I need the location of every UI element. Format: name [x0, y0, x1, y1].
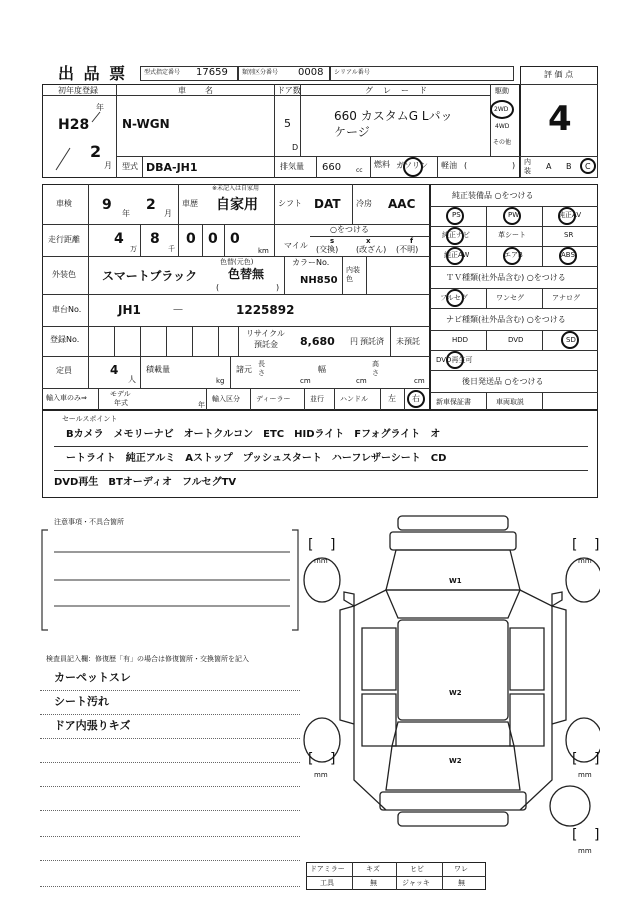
- inspection-label: 車検: [56, 199, 72, 208]
- drive-4wd: 4WD: [495, 123, 510, 130]
- fuel-circle: [403, 157, 423, 177]
- odo-circle-hint: ○をつける: [330, 225, 369, 234]
- equip-leather: 革シート: [498, 231, 526, 239]
- load-label: 積載量: [146, 365, 170, 374]
- odo-f-note: (不明): [396, 245, 419, 254]
- col-line: [218, 326, 219, 356]
- header-line: [42, 95, 490, 96]
- table-tools: 工具: [320, 879, 334, 887]
- remark-2: シート汚れ: [54, 695, 109, 708]
- displacement-value: 660: [322, 162, 342, 173]
- interior-c: C: [585, 162, 591, 171]
- equip-navi: 純正ナビ: [442, 231, 470, 239]
- tv-analog: アナログ: [552, 294, 580, 302]
- equip-av: 純正AV: [558, 211, 582, 219]
- col-line: [140, 326, 141, 356]
- row-line: [42, 326, 430, 327]
- inspector-label: 検査員記入欄：修復歴「有」の場合は修復箇所・交換箇所を記入: [46, 655, 249, 663]
- chassis-label: 車台No.: [52, 305, 82, 314]
- capacity-value: 4: [110, 363, 119, 377]
- capacity-label: 定員: [56, 366, 72, 375]
- col-line: [166, 326, 167, 356]
- navi-sd: SD: [566, 336, 576, 344]
- drive-other: その他: [493, 139, 512, 146]
- drive-2wd-circle: [490, 100, 514, 119]
- displacement-label: 排気量: [280, 162, 304, 171]
- import-label: 輸入車のみ⇒: [46, 394, 87, 402]
- color-no-label: カラーNo.: [292, 258, 330, 267]
- score-label: 評 価 点: [544, 70, 574, 79]
- type-cert-value: 17659: [196, 67, 228, 78]
- navi-sd-circle: [561, 331, 579, 349]
- row-line: [430, 392, 598, 393]
- equip-abs: ABS: [561, 251, 575, 259]
- score-divider: [520, 84, 598, 85]
- recycle-label-1: リサイクル: [246, 329, 285, 338]
- col-line: [437, 156, 438, 178]
- color-change-label: 色替(元色): [220, 258, 254, 266]
- remark-line: [40, 886, 300, 887]
- equip-aw: 純正AW: [444, 251, 470, 259]
- tread-spare-bracket-close: ]: [594, 827, 600, 843]
- tread-fr-bracket-open: [: [572, 537, 578, 553]
- col-line: [380, 388, 381, 410]
- import-dealer: ディーラー: [256, 395, 291, 403]
- color-no-value: NH850: [300, 275, 338, 286]
- col-line: [352, 184, 353, 224]
- interior-a: A: [546, 162, 552, 171]
- tread-rl-unit: mm: [314, 771, 328, 779]
- handle-right-circle: [407, 390, 425, 408]
- equip-abs-circle: [559, 247, 577, 265]
- color-value: スマートブラック: [102, 269, 198, 283]
- col-line: [486, 206, 487, 266]
- tread-rl-bracket-close: ]: [330, 751, 336, 767]
- doors-suffix: D: [292, 143, 299, 152]
- col-line: [366, 256, 367, 294]
- fuel-label: 燃料: [374, 160, 390, 169]
- col-line: [486, 330, 487, 350]
- odo-f: f: [410, 237, 414, 245]
- height-unit: cm: [414, 377, 425, 385]
- col-line: [396, 862, 397, 890]
- tread-spare-bracket-open: [: [572, 827, 578, 843]
- row-line: [42, 388, 430, 389]
- navi-title: ナビ種類(社外品含む) ○をつける: [446, 315, 566, 324]
- col-line: [274, 224, 275, 256]
- col-line: [490, 84, 491, 156]
- load-unit: kg: [216, 377, 225, 385]
- tread-fl-bracket-close: ]: [330, 537, 336, 553]
- remark-line: [40, 690, 300, 691]
- remark-line: [40, 810, 300, 811]
- model-year-label-1: モデル: [110, 390, 131, 398]
- history-note: ※未記入は自家用: [212, 185, 260, 192]
- remark-line: [40, 738, 300, 739]
- table-tools-value: 無: [370, 879, 377, 887]
- doors-label: ドア数: [277, 86, 301, 95]
- row-line: [430, 266, 598, 267]
- sales-points-line3: DVD再生 BTオーディオ フルセグTV: [54, 477, 237, 488]
- fuel-paren-open: (: [464, 161, 468, 170]
- col-line: [202, 224, 203, 256]
- remark-line: [40, 714, 300, 715]
- recycle-not-deposited: 未預託: [396, 337, 420, 346]
- width-unit: cm: [356, 377, 367, 385]
- row-line: [116, 156, 520, 157]
- handle-left: 左: [388, 394, 396, 403]
- handle-label: ハンドル: [340, 395, 368, 403]
- row-line: [42, 256, 430, 257]
- car-name: N-WGN: [122, 117, 170, 131]
- table-crack: ヒビ: [410, 865, 424, 873]
- class-value: 0008: [298, 67, 324, 78]
- mileage-digit-3: 0: [186, 231, 196, 247]
- col-line: [404, 388, 405, 410]
- mileage-digit-1: 4: [114, 231, 124, 247]
- col-line: [352, 862, 353, 890]
- tv-fullseg: フルセグ: [440, 294, 468, 302]
- grade-line2: ケージ: [334, 125, 370, 139]
- color-label: 外装色: [52, 270, 76, 279]
- tread-fr-bracket-close: ]: [594, 537, 600, 553]
- serial-label: シリアル番号: [334, 69, 370, 76]
- drive-label: 駆動: [495, 87, 509, 95]
- car-diagram: [300, 510, 600, 860]
- displacement-unit: cc: [356, 167, 363, 174]
- inspection-year: 9: [102, 197, 112, 213]
- equip-pw-circle: [503, 207, 521, 225]
- odo-x: x: [366, 237, 371, 245]
- equip-airbag: エアB: [504, 251, 523, 259]
- inspection-year-char: 年: [122, 209, 130, 218]
- col-line: [442, 862, 443, 890]
- col-line: [140, 224, 141, 256]
- chassis-number: 1225892: [236, 303, 295, 317]
- table-jack: ジャッキ: [402, 879, 430, 887]
- row-line: [42, 356, 430, 357]
- model-year-label-2: 年式: [114, 399, 128, 407]
- col-line: [142, 156, 143, 178]
- mileage-digit-2: 8: [150, 231, 160, 247]
- later-manual: 車両取説: [496, 398, 524, 406]
- table-break: ワレ: [454, 865, 468, 873]
- model-year-unit: 年: [198, 401, 205, 409]
- table-scratch: キズ: [366, 865, 380, 873]
- equip-airbag-circle: [503, 247, 521, 265]
- col-line: [274, 184, 275, 224]
- col-line: [342, 256, 343, 294]
- length-label: 長さ: [258, 360, 265, 377]
- inspection-month: 2: [146, 197, 156, 213]
- row-line: [42, 224, 430, 225]
- col-line: [178, 224, 179, 256]
- col-line: [486, 392, 487, 410]
- drive-2wd: 2WD: [494, 106, 509, 113]
- color-change-paren-open: (: [216, 283, 220, 292]
- height-label: 高さ: [372, 360, 379, 377]
- first-reg-label: 初年度登録: [58, 86, 98, 95]
- col-line: [178, 184, 179, 224]
- tread-rr-bracket-open: [: [572, 751, 578, 767]
- equip-av-circle: [558, 207, 576, 225]
- col-line: [542, 330, 543, 350]
- shift-label: シフト: [278, 199, 302, 208]
- row-line: [430, 370, 598, 371]
- table-door-mirror: ドアミラー: [310, 865, 345, 873]
- col-line: [98, 388, 99, 410]
- import-type-label: 輸入区分: [212, 395, 240, 403]
- form-title: 出 品 票: [58, 64, 128, 83]
- dvd-play: DVD再生可: [436, 356, 473, 364]
- first-reg-year: H28: [58, 117, 90, 133]
- row-line: [42, 294, 430, 295]
- later-title: 後日発送品 ○をつける: [462, 377, 544, 386]
- width-label: 幅: [318, 365, 326, 374]
- table-jack-value: 無: [458, 879, 465, 887]
- recycle-unit: 円: [350, 337, 358, 346]
- month-char: 月: [104, 161, 112, 170]
- equip-aw-circle: [446, 247, 464, 265]
- class-label: 類別区分番号: [242, 69, 279, 76]
- diagram-w1: W1: [449, 577, 462, 585]
- doors-value: 5: [284, 117, 291, 130]
- diagram-w2-rear: W2: [449, 757, 462, 765]
- recycle-value: 8,680: [300, 335, 335, 348]
- col-line: [334, 388, 335, 410]
- mileage-digit-4: 0: [208, 231, 218, 247]
- chassis-prefix: JH1: [118, 303, 141, 317]
- tread-rl-bracket-open: [: [308, 751, 314, 767]
- chassis-dash: －: [172, 303, 185, 317]
- tread-rr-unit: mm: [578, 771, 592, 779]
- remark-line: [40, 786, 300, 787]
- sales-points-line1: Bカメラ メモリーナビ オートクルコン ETC HIDライト Fフォグライト オ: [66, 429, 441, 440]
- col-line: [274, 84, 275, 178]
- recycle-label-2: 預託金: [254, 340, 278, 349]
- interior-b: B: [566, 162, 572, 171]
- later-warranty: 新車保証書: [436, 398, 471, 406]
- import-parallel: 並行: [310, 395, 324, 403]
- remark-line: [40, 836, 300, 837]
- odo-s: s: [330, 237, 335, 245]
- shift-value: DAT: [314, 197, 341, 211]
- type-cert-label: 型式指定番号: [144, 69, 181, 76]
- col-line: [192, 326, 193, 356]
- recycle-deposited: 預託済: [360, 337, 384, 346]
- cooling-value: AAC: [388, 197, 416, 211]
- col-line: [88, 184, 89, 388]
- col-line: [542, 392, 543, 410]
- equip-sr: SR: [564, 231, 574, 239]
- km-char: km: [258, 247, 269, 255]
- col-line: [230, 356, 231, 388]
- tv-title: ＴＶ種類(社外品含む) ○をつける: [446, 273, 566, 282]
- col-line: [114, 326, 115, 356]
- odo-s-note: (交換): [316, 245, 339, 254]
- col-line: [116, 84, 117, 178]
- man-char: 万: [130, 245, 137, 253]
- col-line: [542, 288, 543, 308]
- grade-label: グ レ ー ド: [365, 86, 428, 95]
- mileage-label: 走行距離: [48, 235, 80, 244]
- handle-right: 右: [412, 394, 420, 403]
- caution-label: 注意事項・不具合箇所: [54, 518, 124, 526]
- history-value: 自家用: [216, 197, 258, 213]
- col-line: [238, 326, 239, 356]
- col-line: [390, 326, 391, 356]
- remark-line: [40, 860, 300, 861]
- equip-ps: PS: [452, 211, 461, 219]
- score-value: 4: [548, 99, 572, 139]
- model-label: 型式: [122, 162, 138, 171]
- fuel-gasoline: ガソリン: [396, 161, 428, 170]
- col-line: [316, 156, 317, 178]
- tread-rr-bracket-close: ]: [594, 751, 600, 767]
- tread-spare-unit: mm: [578, 847, 592, 855]
- col-line: [486, 288, 487, 308]
- remark-1: カーペットスレ: [54, 671, 131, 684]
- col-line: [224, 224, 225, 256]
- remark-3: ドア内張りキズ: [54, 719, 131, 732]
- cooling-label: 冷房: [356, 199, 372, 208]
- mile-label: マイル: [284, 241, 308, 250]
- sales-points-line2: ートライト 純正アルミ Aストップ プッシュスタート ハーフレザーシート CD: [66, 453, 447, 464]
- sen-char: 千: [168, 245, 175, 253]
- caution-area: [40, 526, 302, 636]
- sales-line: [54, 470, 588, 471]
- capacity-unit: 人: [128, 375, 136, 384]
- navi-hdd: HDD: [452, 336, 469, 344]
- color-change-paren-close: ): [276, 283, 280, 292]
- col-line: [250, 388, 251, 410]
- model-value: DBA-JH1: [146, 161, 198, 174]
- sales-points-label: セールスポイント: [62, 415, 118, 423]
- diagram-w2: W2: [449, 689, 462, 697]
- tread-fl-unit: mm: [314, 557, 328, 565]
- sales-line: [54, 446, 588, 447]
- tv-oneseg: ワンセグ: [496, 294, 524, 302]
- history-label: 車歴: [182, 199, 198, 208]
- col-line: [370, 156, 371, 178]
- grade-line1: 660 カスタムG Lパッ: [334, 109, 453, 123]
- equipment-title: 純正装備品 ○をつける: [452, 191, 534, 200]
- col-line: [140, 356, 141, 388]
- col-line: [304, 388, 305, 410]
- tread-fr-unit: mm: [578, 557, 592, 565]
- car-name-label: 車 名: [178, 86, 214, 95]
- date-slash: [50, 108, 110, 174]
- dimension-label: 諸元: [236, 365, 252, 374]
- first-reg-month: 2: [90, 142, 102, 161]
- row-line: [430, 308, 598, 309]
- inspection-month-char: 月: [164, 209, 172, 218]
- equip-pw: PW: [508, 211, 520, 219]
- odo-x-note: (改ざん): [356, 245, 387, 254]
- equip-navi-circle: [446, 227, 464, 245]
- tread-fl-bracket-open: [: [308, 537, 314, 553]
- fuel-diesel: 軽油: [441, 161, 457, 170]
- tv-fullseg-circle: [446, 289, 464, 307]
- interior-label: 内装: [524, 158, 531, 175]
- year-char: 年: [96, 103, 104, 112]
- interior-c-circle: [580, 158, 596, 174]
- navi-dvd: DVD: [508, 336, 524, 344]
- col-line: [206, 388, 207, 410]
- reg-no-label: 登録No.: [50, 335, 80, 344]
- dvd-play-circle: [446, 351, 464, 369]
- length-unit: cm: [300, 377, 311, 385]
- interior-color-label: 内装色: [346, 266, 360, 283]
- equip-ps-circle: [446, 207, 464, 225]
- fuel-paren-close: ): [512, 161, 516, 170]
- remark-line: [40, 762, 300, 763]
- col-line: [284, 256, 285, 294]
- mileage-digit-5: 0: [230, 231, 240, 247]
- color-change-value: 色替無: [228, 267, 265, 281]
- col-line: [542, 206, 543, 266]
